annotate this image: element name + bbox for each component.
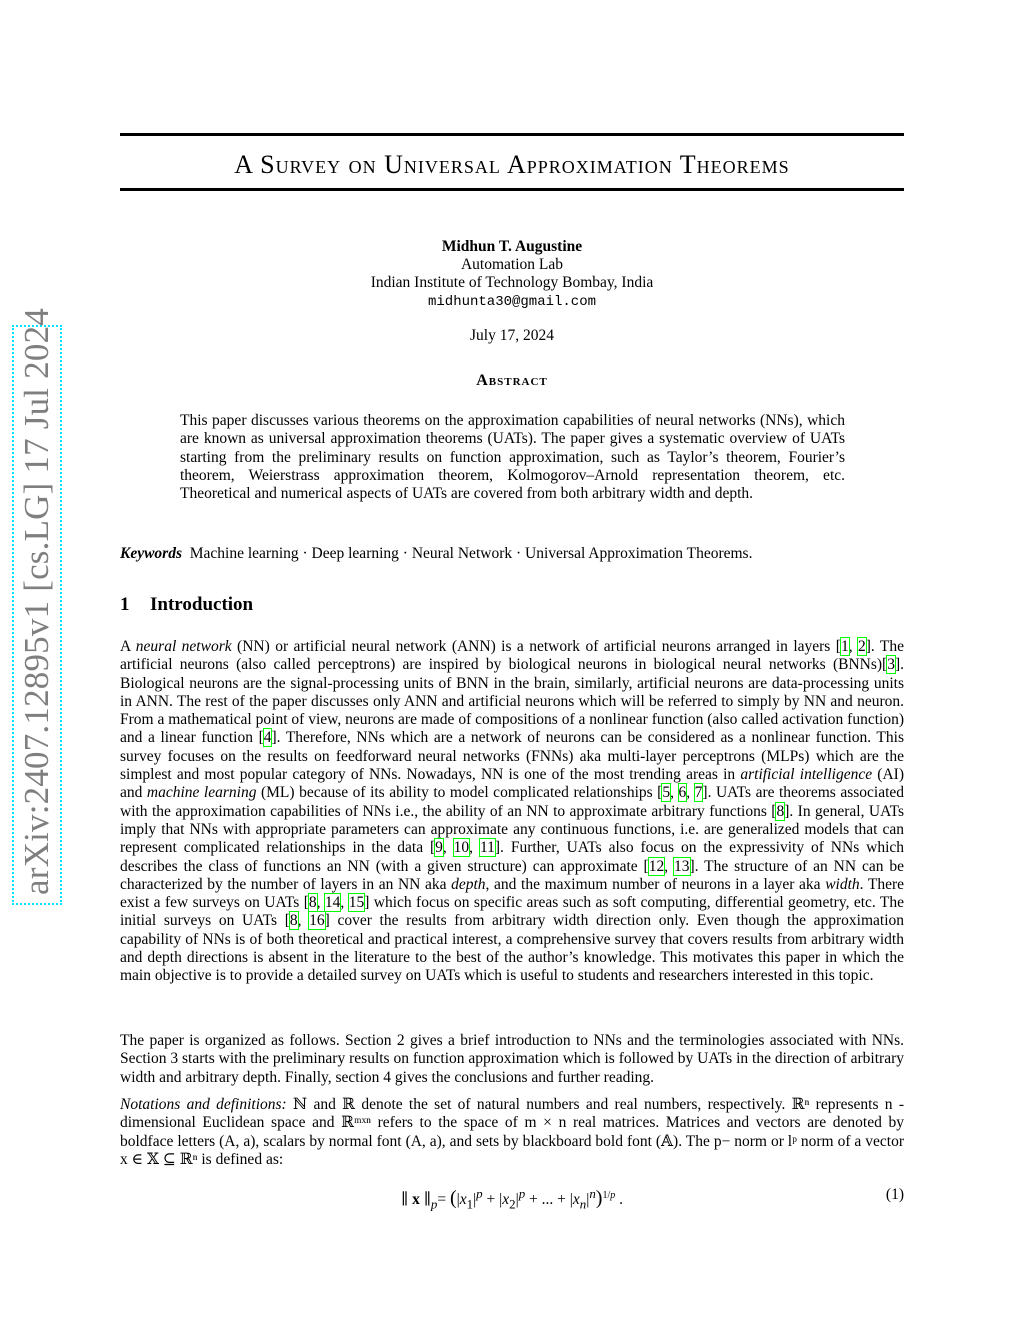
citation-link[interactable]: 9 <box>435 839 443 857</box>
citation-link[interactable]: 13 <box>674 857 690 875</box>
citation-link[interactable]: 11 <box>479 839 495 857</box>
notations-text: ℕ and ℝ denote the set of natural numbers and real numbers, respectively. ℝⁿ represents n - dimensional Euclidean space and ℝᵐˣⁿ refers to the space of m × n real matrices. Matrices and vectors are denoted by boldface letters (A, a), scalars by normal font (A, a), and sets by blackboard bold font (𝔸). The p− norm or lᵖ norm of a vector x ∈ 𝕏 ⊆ ℝⁿ is defined as: <box>120 1096 905 1168</box>
citation-link[interactable]: 1 <box>840 638 849 655</box>
citation-link[interactable]: 3 <box>887 656 895 674</box>
abstract-heading: Abstract <box>476 372 548 389</box>
section-heading <box>120 594 253 616</box>
title-top-rule <box>120 133 904 136</box>
citation-link[interactable]: 12 <box>648 857 665 875</box>
author-institute: Indian Institute of Technology Bombay, India <box>370 274 654 291</box>
author-lab: Automation Lab <box>460 256 564 273</box>
keywords-line <box>120 545 904 563</box>
keywords-label: Keywords <box>120 545 182 562</box>
citation-link[interactable]: 4 <box>263 729 272 747</box>
abstract-text: This paper discusses various theorems on the approximation capabilities of neural networks (NNs), which are known as universal approximation theorems (UATs). The paper gives a systematic overview of UATs starting from the preliminary results on function approximation, such as Taylor’s theorem, Fourier’s theorem, Weierstrass approximation theorem, Kolmogorov–Arnold representation theorem, etc. Theoretical and numerical aspects of UATs are covered from both arbitrary width and depth. <box>180 412 845 503</box>
paper-title: A Survey on Universal Approximation Theorems <box>234 150 790 179</box>
citation-link[interactable]: 8 <box>289 912 298 930</box>
equation-number: (1) <box>885 1186 904 1203</box>
citation-link[interactable]: 8 <box>308 894 317 912</box>
section-number: 1 <box>120 594 130 615</box>
keywords-text: Machine learning · Deep learning · Neural Network · Universal Approximation Theorems. <box>189 545 753 562</box>
paper-date: July 17, 2024 <box>470 327 554 344</box>
notations-lead: Notations and definitions: <box>120 1096 287 1113</box>
intro-paragraph-1: A neural network (NN) or artificial neural network (ANN) is a network of artificial neurons arranged in layers [1, 2]. The artificial neurons (also called perceptrons) are inspired by biological neurons in biological neural networks (BNNs)[3]. Biological neurons are the signal-processing units of BNN in the brain, similarly, artificial neurons are data-processing units in ANN. The rest of the paper discusses only ANN and artificial neurons which will be referred to simply by NN and neuron. From a mathematical point of view, neurons are made of compositions of a nonlinear function (also called activation function) and a linear function [4]. Therefore, NNs which are a network of neurons can be considered as a nonlinear function. This survey focuses on the results on feedforward neural networks (FNNs) aka multi-layer perceptrons (MLPs) which are the simplest and most popular category of NNs. Nowadays, NN is one of the most trending areas in artificial intelligence (AI) and machine learning (ML) because of its ability to model complicated relationships [5, 6, 7]. UATs are theorems associated with the approximation capabilities of NNs i.e., the ability of an NN to approximate arbitrary functions [8]. In general, UATs imply that NNs with appropriate parameters can approximate any continuous functions, i.e. are generalized models that can represent complicated relationships in the data [9, 10, 11]. Further, UATs also focus on the expressivity of NNs which describes the class of functions an NN (with a given structure) can approximate [12, 13]. The structure of an NN can be characterized by the number of layers in an NN aka depth, and the maximum number of neurons in a layer aka width. There exist a few surveys on UATs [8, 14, 15] which focus on specific areas such as soft computing, differential geometry, etc. The initial surveys on UATs [8, 16] cover the results from arbitrary width direction only. Even though the approximation capability of NNs is of both theoretical and practical interest, a comprehensive survey that covers results from arbitrary width and depth directions is absent in the literature to the best of the author’s knowledge. This motivates this paper in which the main objective is to provide a detailed survey on UATs which is useful to students and researchers interested in this topic. <box>120 638 905 985</box>
citation-link[interactable]: 14 <box>324 894 341 912</box>
citation-link[interactable]: 10 <box>453 839 470 857</box>
equation-body: ∥ x $\parallel_p= (|x_1|^p + |x_2|^p$ + ... + $|x_n|^n)^{1/p}$ . <box>401 1186 623 1212</box>
author-name: Midhun T. Augustine <box>441 238 583 255</box>
citation-link[interactable]: 15 <box>348 894 365 912</box>
intro-paragraph-2: The paper is organized as follows. Section 2 gives a brief introduction to NNs and the terminologies associated with NNs. Section 3 starts with the preliminary results on function approximation which is followed by UATs in the direction of arbitrary width and arbitrary depth. Finally, section 4 gives the conclusions and further reading. <box>120 1032 904 1086</box>
title-bottom-rule <box>120 188 904 191</box>
citation-link[interactable]: 8 <box>776 802 785 820</box>
notations-paragraph <box>120 1096 904 1169</box>
citation-link[interactable]: 7 <box>694 784 703 802</box>
citation-link[interactable]: 5 <box>662 784 671 802</box>
arxiv-stamp: arXiv:2407.12895v1 [cs.LG] 17 Jul 2024 <box>12 325 62 905</box>
citation-link[interactable]: 6 <box>678 784 687 802</box>
author-email[interactable]: midhunta30@gmail.com <box>427 294 597 310</box>
section-title: Introduction <box>150 594 254 615</box>
citation-link[interactable]: 2 <box>858 638 866 655</box>
citation-link[interactable]: 16 <box>309 912 325 930</box>
